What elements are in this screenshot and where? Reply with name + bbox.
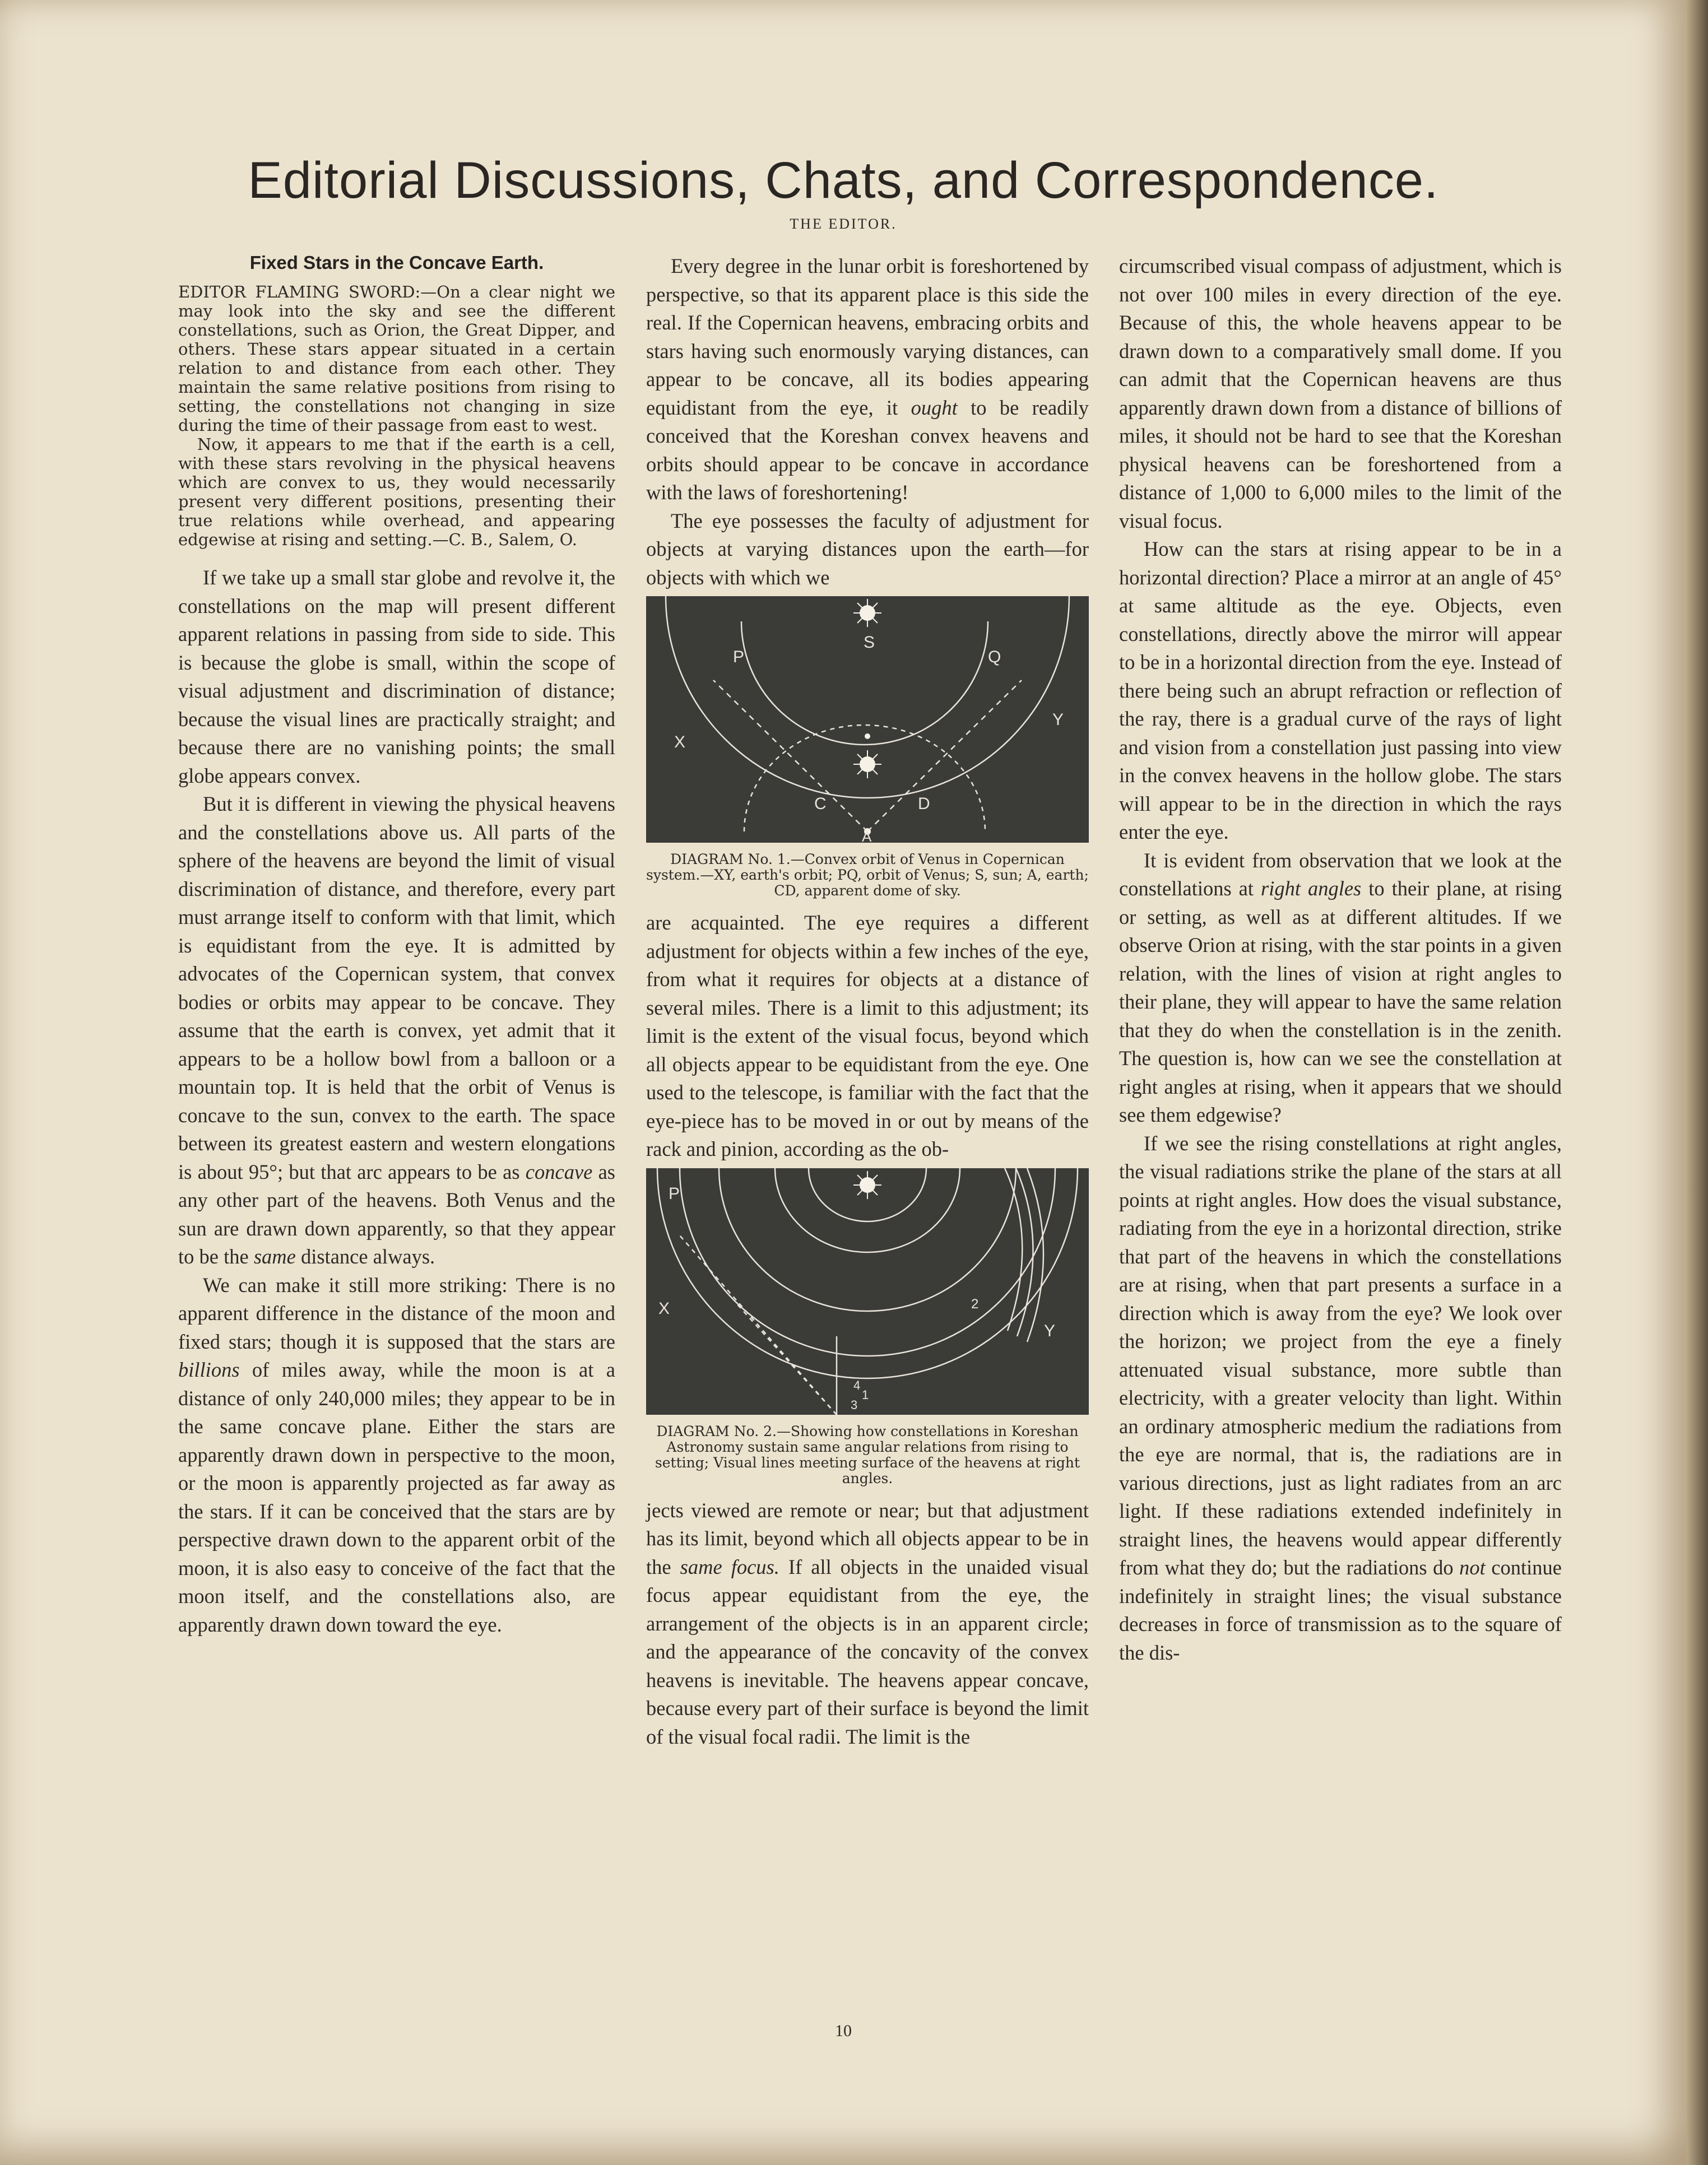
diagram-2-plate xyxy=(646,1168,1089,1415)
label-4: 4 xyxy=(853,1378,861,1392)
diagram-1 xyxy=(646,596,1089,843)
diagram-2 xyxy=(646,1168,1089,1415)
body-paragraph: Every degree in the lunar orbit is foreshortened by perspective, so that its apparent place is this side the real. If the Copernican heavens, embracing orbits and stars having such enormously varying distances, can appear to be concave, all its bodies appearing equidistant from the eye, it ought to be readily conceived that the Koreshan convex heavens and orbits should appear to be concave in accordance with the laws of foreshortening! xyxy=(646,254,1089,504)
diagram-1-caption: DIAGRAM No. 1.—Convex orbit of Venus in Copernican system.—XY, earth's orbit; PQ, orbit of Venus; S, sun; A, earth; CD, apparent dome of sky. xyxy=(646,851,1089,899)
body-paragraph: It is evident from observation that we look at the constellations at right angles to their plane, at rising or setting, as well as at different altitudes. If we observe Orion at rising, with the star points in a given relation, with the lines of vision at right angles to their plane, they will appear to have the same relation that they do when the constellation is in the zenith. The question is, how can we see the constellation at right angles at rising, when it appears that we should see them edgewise? xyxy=(1119,848,1562,1126)
body-paragraph: If we take up a small star globe and revolve it, the constellations on the map will present different apparent relations in passing from side to side. This is because the globe is small, within the scope of visual adjustment and discrimination of distance; because the visual lines are practically straight; and because there are no vanishing points; the small globe appears convex. xyxy=(178,566,615,787)
body-paragraph: But it is different in viewing the physical heavens and the constellations above us. All parts of the sphere of the heavens are beyond the limit of visual discrimination of distance, and therefore, every part must arrange itself to conform with that limit, which is equidistant from the eye. It is admitted by advocates of the Copernican system, that convex bodies or orbits may appear to be concave. They assume that the earth is convex, yet admit that it appears to be a hollow bowl from a balloon or a mountain top. It is held that the orbit of Venus is concave to the sun, convex to the earth. The space between its greatest eastern and western elongations is about 95°; but that arc appears to be as concave as any other part of the heavens. Both Venus and the sun are drawn down apparently, so that they appear to be the same distance always. xyxy=(178,792,616,1268)
body-paragraph: If we see the rising constellations at right angles, the visual radiations strike the plane of the stars at all points at right angles. How does the visual substance, radiating from the eye in a horizontal direction, strike that part of the heavens in which the constellations are at rising, when that part presents a surface in a direction which is away from the eye? We look over the horizon; we project from the eye a finely attenuated visual substance, more subtle than electricity, with a greater velocity than light. Within an ordinary atmospheric medium the radiations from the eye are normal, that is, the radiations are in various directions, just as light radiates from an arc light. If these radiations extended indefinitely in straight lines, the heavens would appear differently from what they do; but the radiations do not continue indefinitely in straight lines; the visual substance decreases in force of transmission as to the square of the dis- xyxy=(1119,1131,1562,1664)
label-p: P xyxy=(733,648,745,666)
diagram-1-plate xyxy=(646,596,1089,843)
byline: THE EDITOR. xyxy=(790,216,897,232)
label-q: Q xyxy=(988,648,1001,666)
letter-paragraph: Now, it appears to me that if the earth is a cell, with these stars revolving in the physical heavens which are convex to us, they would necessarily present very different positions, presenting their true relations while overhead, and appearing edgewise at rising and setting.—C. B., Salem, O. xyxy=(178,435,615,549)
page-title: Editorial Discussions, Chats, and Correspondence. xyxy=(248,152,1439,209)
label-y: Y xyxy=(1052,710,1064,729)
letter-paragraph: EDITOR FLAMING SWORD:—On a clear night we may look into the sky and see the different constellations, such as Orion, the Great Dipper, and others. These stars appear situated in a certain relation to and distance from each other. They maintain the same relative positions from rising to setting, the constellations not changing in size during the time of their passage from east to west. xyxy=(178,282,615,435)
body-paragraph: jects viewed are remote or near; but that adjustment has its limit, beyond which all objects appear to be in the same focus. If all objects in the unaided visual focus appear equidistant from the eye, the arrangement of the objects is in an apparent circle; and the appearance of the concavity of the convex heavens is inevitable. The heavens appear concave, because every part of their surface is beyond the limit of the visual focal radii. The limit is the xyxy=(646,1498,1089,1748)
page-edge xyxy=(1687,0,1708,2165)
label-p: P xyxy=(669,1184,680,1203)
label-a: A xyxy=(862,828,872,843)
label-c: C xyxy=(814,795,827,813)
page-number: 10 xyxy=(835,2022,852,2040)
body-paragraph: are acquainted. The eye requires a different adjustment for objects within a few inches of the eye, from what it requires for objects at a distance of several miles. There is a limit to this adjustment; its limit is the extent of the visual focus, beyond which all objects appear to be equidistant from the eye. One used to the telescope, is familiar with the fact that the eye-piece has to be moved in or out by means of the rack and pinion, according as the ob- xyxy=(646,911,1089,1160)
body-paragraph: The eye possesses the faculty of adjustment for objects at varying distances upon the earth—for objects with which we xyxy=(646,509,1089,589)
label-s: S xyxy=(864,633,875,652)
label-x: X xyxy=(658,1299,670,1318)
column-middle xyxy=(646,252,1089,1751)
letter-heading: Fixed Stars in the Concave Earth. xyxy=(249,252,544,273)
diagram-2-caption: DIAGRAM No. 2.—Showing how constellations in Koreshan Astronomy sustain same angular relations from rising to setting; Visual lines meeting surface of the heavens at right angles. xyxy=(655,1423,1080,1486)
label-x: X xyxy=(674,733,686,751)
label-y: Y xyxy=(1044,1321,1056,1340)
label-3: 3 xyxy=(851,1397,858,1412)
body-paragraph: We can make it still more striking: There is no apparent difference in the distance of the moon and fixed stars; though it is supposed that the stars are billions of miles away, while the moon is at a distance of only 240,000 miles; they appear to be in the same concave plane. Either the stars are apparently drawn down in perspective to the moon, or the moon is apparently projected as far away as the stars. If it can be conceived that the stars are by perspective drawn down to the apparent orbit of the moon, it is also easy to conceive of the fact that the moon itself, and the constellations also, are apparently drawn down toward the eye. xyxy=(178,1273,615,1636)
column-left xyxy=(178,252,615,1639)
body-paragraph: How can the stars at rising appear to be in a horizontal direction? Place a mirror at an angle of 45° at same altitude as the eye. Objects, even constellations, directly above the mirror will appear to be in a horizontal direction from the eye. Instead of there being such an abrupt refraction or reflection of the ray, there is a gradual curve of the rays of light and vision from a constellation just passing into view in the convex heavens in the hollow globe. The stars will appear to be in the direction in which the rays enter the eye. xyxy=(1119,537,1562,843)
label-d: D xyxy=(918,795,930,813)
column-right xyxy=(1119,252,1562,1667)
label-2: 2 xyxy=(971,1296,979,1312)
body-paragraph: circumscribed visual compass of adjustment, which is not over 100 miles in every direction of the eye. Because of this, the whole heavens appear to be drawn down to a comparatively small dome. If you can admit that the Copernican heavens are thus apparently drawn down from a distance of billions of miles, it should not be hard to see that the Koreshan physical heavens can be foreshortened from a distance of 1,000 to 6,000 miles to the limit of the visual focus. xyxy=(1119,254,1562,532)
label-1: 1 xyxy=(862,1387,869,1402)
